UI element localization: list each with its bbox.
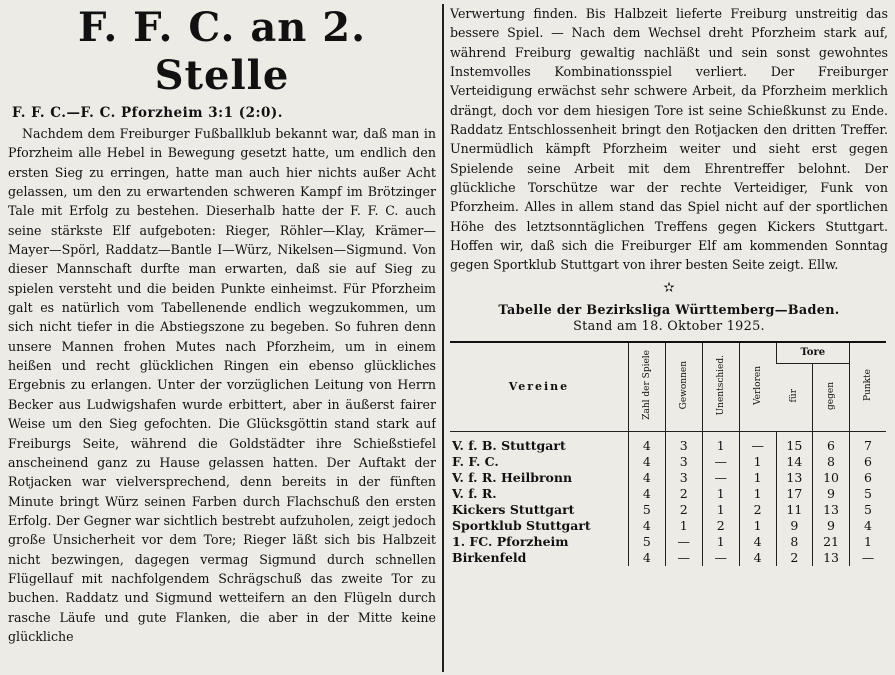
- left-column: [8, 4, 436, 672]
- cell-unentschieden: 1: [702, 431, 739, 454]
- cell-tore-gegen: 13: [813, 550, 850, 566]
- table-row: [450, 502, 886, 518]
- cell-tore-gegen: 9: [813, 518, 850, 534]
- cell-gewonnen: 2: [665, 502, 702, 518]
- header-tore-gegen: gegen: [813, 363, 850, 431]
- team-name: V. f. R. Heilbronn: [452, 469, 573, 485]
- article-paragraph: Nachdem dem Freiburger Fußballklub bekannt war, daß man in Pforzheim alle Hebel in Bewegung gesetzt hatte, um endlich den ersten Sieg zu erringen, hatte man auch hier nichts außer Acht gelassen, um den zu erwartenden schweren Kampf im Brötzinger Tale mit Erfolg zu bestehen. Dieserhalb hatte der F. F. C. auch seine stärkste Elf aufgeboten: Rieger, Röhler—Klay, Krämer—Mayer—Spörl, Raddatz—Bantle I—Würz, Nikelsen—Sigmund. Von dieser Mannschaft durfte man erwarten, daß sie auf Sieg zu spielen versteht und die beiden Punkte einheimst. Für Pforzheim galt es natürlich vom Tabellenende endlich wegzukommen, um sich nicht tiefer in die Abstiegszone zu begeben. So fuhren denn unsere Mannen frohen Mutes nach Pforzheim, um in einem heißen und recht glücklichen Ringen ein ebenso glückliches Ergebnis zu erlangen. Unter der vorzüglichen Leitung von Herrn Becker aus Ludwigshafen wurde erbittert, aber in äußerst fairer Weise um den Sieg gefochten. Die Glücksgöttin stand stark auf Freiburgs Seite, während die Goldstädter ihre Schießstiefel anscheinend ganz zu Hause gelassen hatten. Der Auftakt der Rotjacken war vielversprechend, denn bereits in der fünften Minute bringt Würz seinen Farben durch Flachschuß den ersten Erfolg. Der Gegner war sichtlich bestrebt aufzuholen, zeigt jedoch große Unsicherheit vor dem Tore; Rieger läßt sich bis Halbzeit nicht bezwingen, dagegen vermag Sigmund durch schnellen Flügellauf mit nachfolgendem Schrägschuß das zweite Tor zu buchen. Raddatz und Sigmund wetteifern an den Flügeln durch rasche Läufe und gute Flanken, die aber in der Mitte keine glückliche: [8, 126, 436, 644]
- league-table: [450, 341, 886, 566]
- header-spiele: Zahl der Spiele: [628, 342, 665, 432]
- star-separator-icon: ✫: [663, 279, 675, 296]
- table-header-row: [450, 342, 886, 364]
- table-subtitle: Stand am 18. Oktober 1925.: [573, 318, 765, 334]
- header-unentschieden: Unentschied.: [702, 342, 739, 432]
- header-vereine: Vereine: [450, 342, 628, 432]
- cell-tore-fuer: 15: [776, 431, 812, 454]
- cell-tore-gegen: 8: [813, 454, 850, 470]
- team-name: Sportklub Stuttgart: [452, 517, 591, 533]
- cell-gewonnen: —: [665, 550, 702, 566]
- table-row: [450, 431, 886, 454]
- cell-punkte: 5: [850, 486, 887, 502]
- cell-spiele: 4: [628, 486, 665, 502]
- header-punkte: Punkte: [850, 342, 887, 432]
- header-tore: Tore: [776, 342, 849, 364]
- cell-tore-fuer: 2: [776, 550, 812, 566]
- cell-gewonnen: 1: [665, 518, 702, 534]
- article-paragraph-continued: Verwertung finden. Bis Halbzeit lieferte Freiburg unstreitig das bessere Spiel. — Nach dem Wechsel dreht Pforzheim stark auf, während Freiburg gewaltig nachläßt und sein sonst gewohntes Instemvolles Kombinationsspiel verliert. Der Freiburger Verteidigung erwächst sehr schwere Arbeit, da Pforzheim merklich drängt, doch vor dem hiesigen Tore ist seine Schießkunst zu Ende. Raddatz Entschlossenheit bringt den Rotjacken den dritten Treffer. Unermüdlich kämpft Pforzheim weiter und sieht erst gegen Spielende seine Arbeit mit dem Ehrentreffer belohnt. Der glückliche Torschütze war der rechte Verteidiger, Funk von Pforzheim. Alles in allem stand das Spiel nicht auf der sportlichen Höhe des letztsonntäglichen Treffens gegen Kickers Stuttgart. Hoffen wir, daß sich die Freiburger Elf am kommenden Sonntag gegen Sportklub Stuttgart von ihrer besten Seite zeigt. Ellw.: [450, 6, 888, 273]
- table-row: [450, 470, 886, 486]
- cell-punkte: 7: [850, 431, 887, 454]
- cell-spiele: 4: [628, 454, 665, 470]
- table-row: [450, 486, 886, 502]
- cell-tore-gegen: 21: [813, 534, 850, 550]
- cell-punkte: 6: [850, 454, 887, 470]
- cell-tore-fuer: 17: [776, 486, 812, 502]
- cell-punkte: 5: [850, 502, 887, 518]
- cell-unentschieden: —: [702, 550, 739, 566]
- cell-unentschieden: —: [702, 454, 739, 470]
- table-row: [450, 454, 886, 470]
- cell-unentschieden: 2: [702, 518, 739, 534]
- cell-spiele: 4: [628, 550, 665, 566]
- header-gewonnen: Gewonnen: [665, 342, 702, 432]
- cell-verloren: 1: [739, 486, 776, 502]
- cell-spiele: 4: [628, 470, 665, 486]
- cell-spiele: 4: [628, 518, 665, 534]
- team-name: V. f. B. Stuttgart: [452, 437, 566, 453]
- cell-verloren: 4: [739, 550, 776, 566]
- cell-verloren: 1: [739, 454, 776, 470]
- table-row: [450, 550, 886, 566]
- header-verloren: Verloren: [739, 342, 776, 432]
- cell-punkte: 6: [850, 470, 887, 486]
- match-result-subhead: F. F. C.—F. C. Pforzheim 3:1 (2:0).: [12, 105, 283, 121]
- cell-punkte: —: [850, 550, 887, 566]
- article-headline: F. F. C. an 2. Stelle: [77, 4, 367, 99]
- team-name: Birkenfeld: [452, 549, 527, 565]
- cell-tore-fuer: 11: [776, 502, 812, 518]
- cell-gewonnen: 3: [665, 454, 702, 470]
- cell-unentschieden: 1: [702, 534, 739, 550]
- cell-spiele: 5: [628, 534, 665, 550]
- cell-tore-fuer: 13: [776, 470, 812, 486]
- cell-tore-gegen: 10: [813, 470, 850, 486]
- cell-verloren: 1: [739, 470, 776, 486]
- cell-unentschieden: 1: [702, 502, 739, 518]
- cell-punkte: 4: [850, 518, 887, 534]
- table-row: [450, 518, 886, 534]
- cell-tore-fuer: 9: [776, 518, 812, 534]
- cell-spiele: 5: [628, 502, 665, 518]
- cell-tore-fuer: 14: [776, 454, 812, 470]
- team-name: Kickers Stuttgart: [452, 501, 575, 517]
- cell-unentschieden: 1: [702, 486, 739, 502]
- header-tore-fuer: für: [776, 363, 812, 431]
- table-row: [450, 534, 886, 550]
- cell-tore-gegen: 6: [813, 431, 850, 454]
- cell-verloren: —: [739, 431, 776, 454]
- cell-verloren: 4: [739, 534, 776, 550]
- table-title: Tabelle der Bezirksliga Württemberg—Baden.: [498, 302, 840, 318]
- cell-verloren: 2: [739, 502, 776, 518]
- cell-verloren: 1: [739, 518, 776, 534]
- cell-tore-gegen: 9: [813, 486, 850, 502]
- cell-gewonnen: 3: [665, 431, 702, 454]
- column-divider: [442, 4, 444, 672]
- cell-unentschieden: —: [702, 470, 739, 486]
- team-name: 1. FC. Pforzheim: [452, 533, 569, 549]
- cell-punkte: 1: [850, 534, 887, 550]
- team-name: V. f. R.: [452, 485, 497, 501]
- right-column: [450, 4, 888, 672]
- cell-spiele: 4: [628, 431, 665, 454]
- team-name: F. F. C.: [452, 453, 499, 469]
- cell-gewonnen: —: [665, 534, 702, 550]
- cell-tore-gegen: 13: [813, 502, 850, 518]
- cell-gewonnen: 2: [665, 486, 702, 502]
- cell-tore-fuer: 8: [776, 534, 812, 550]
- cell-gewonnen: 3: [665, 470, 702, 486]
